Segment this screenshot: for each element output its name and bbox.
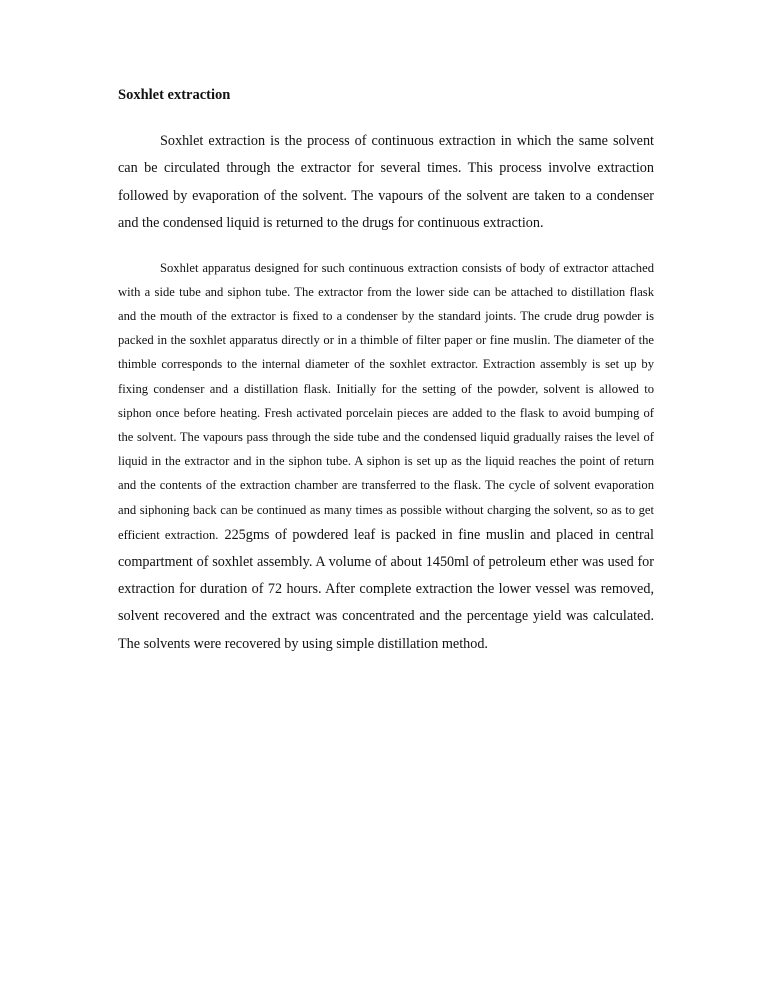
paragraph-intro: Soxhlet extraction is the process of continuous extraction in which the same solvent can be circulated through the extractor for several times. This process involve extraction followed by evaporation of the solvent. The vapours of the solvent are taken to a condenser and the condensed liquid is returned to the drugs for continuous extraction. — [118, 133, 654, 232]
document-page — [118, 86, 654, 658]
paragraph-procedure: 225gms of powdered leaf is packed in fine muslin and placed in central compartment of soxhlet assembly. A volume of about 1450ml of petroleum ether was used for extraction for duration of 72 hours. After complete extraction the lower vessel was removed, solvent recovered and the extract was concentrated and the percentage yield was calculated. The solvents were recovered by using simple distillation method. — [118, 526, 654, 652]
paragraph-apparatus — [118, 256, 654, 658]
paragraph-apparatus-description: Soxhlet apparatus designed for such continuous extraction consists of body of extractor attached with a side tube and siphon tube. The extractor from the lower side can be attached to distillation flask and the mouth of the extractor is fixed to a condenser by the standard joints. The crude drug powder is packed in the soxhlet apparatus directly or in a thimble of filter paper or fine muslin. The diameter of the thimble corresponds to the internal diameter of the soxhlet extractor. Extraction assembly is set up by fixing condenser and a distillation flask. Initially for the setting of the powder, solvent is allowed to siphon once before heating. Fresh activated porcelain pieces are added to the flask to avoid bumping of the solvent. The vapours pass through the side tube and the condensed liquid gradually raises the level of liquid in the extractor and in the siphon tube. A siphon is set up as the liquid reaches the point of return and the contents of the extraction chamber are transferred to the flask. The cycle of solvent evaporation and siphoning back can be continued as many times as possible without charging the solvent, so as to get efficient extraction. — [118, 260, 654, 542]
section-heading: Soxhlet extraction — [118, 87, 231, 103]
